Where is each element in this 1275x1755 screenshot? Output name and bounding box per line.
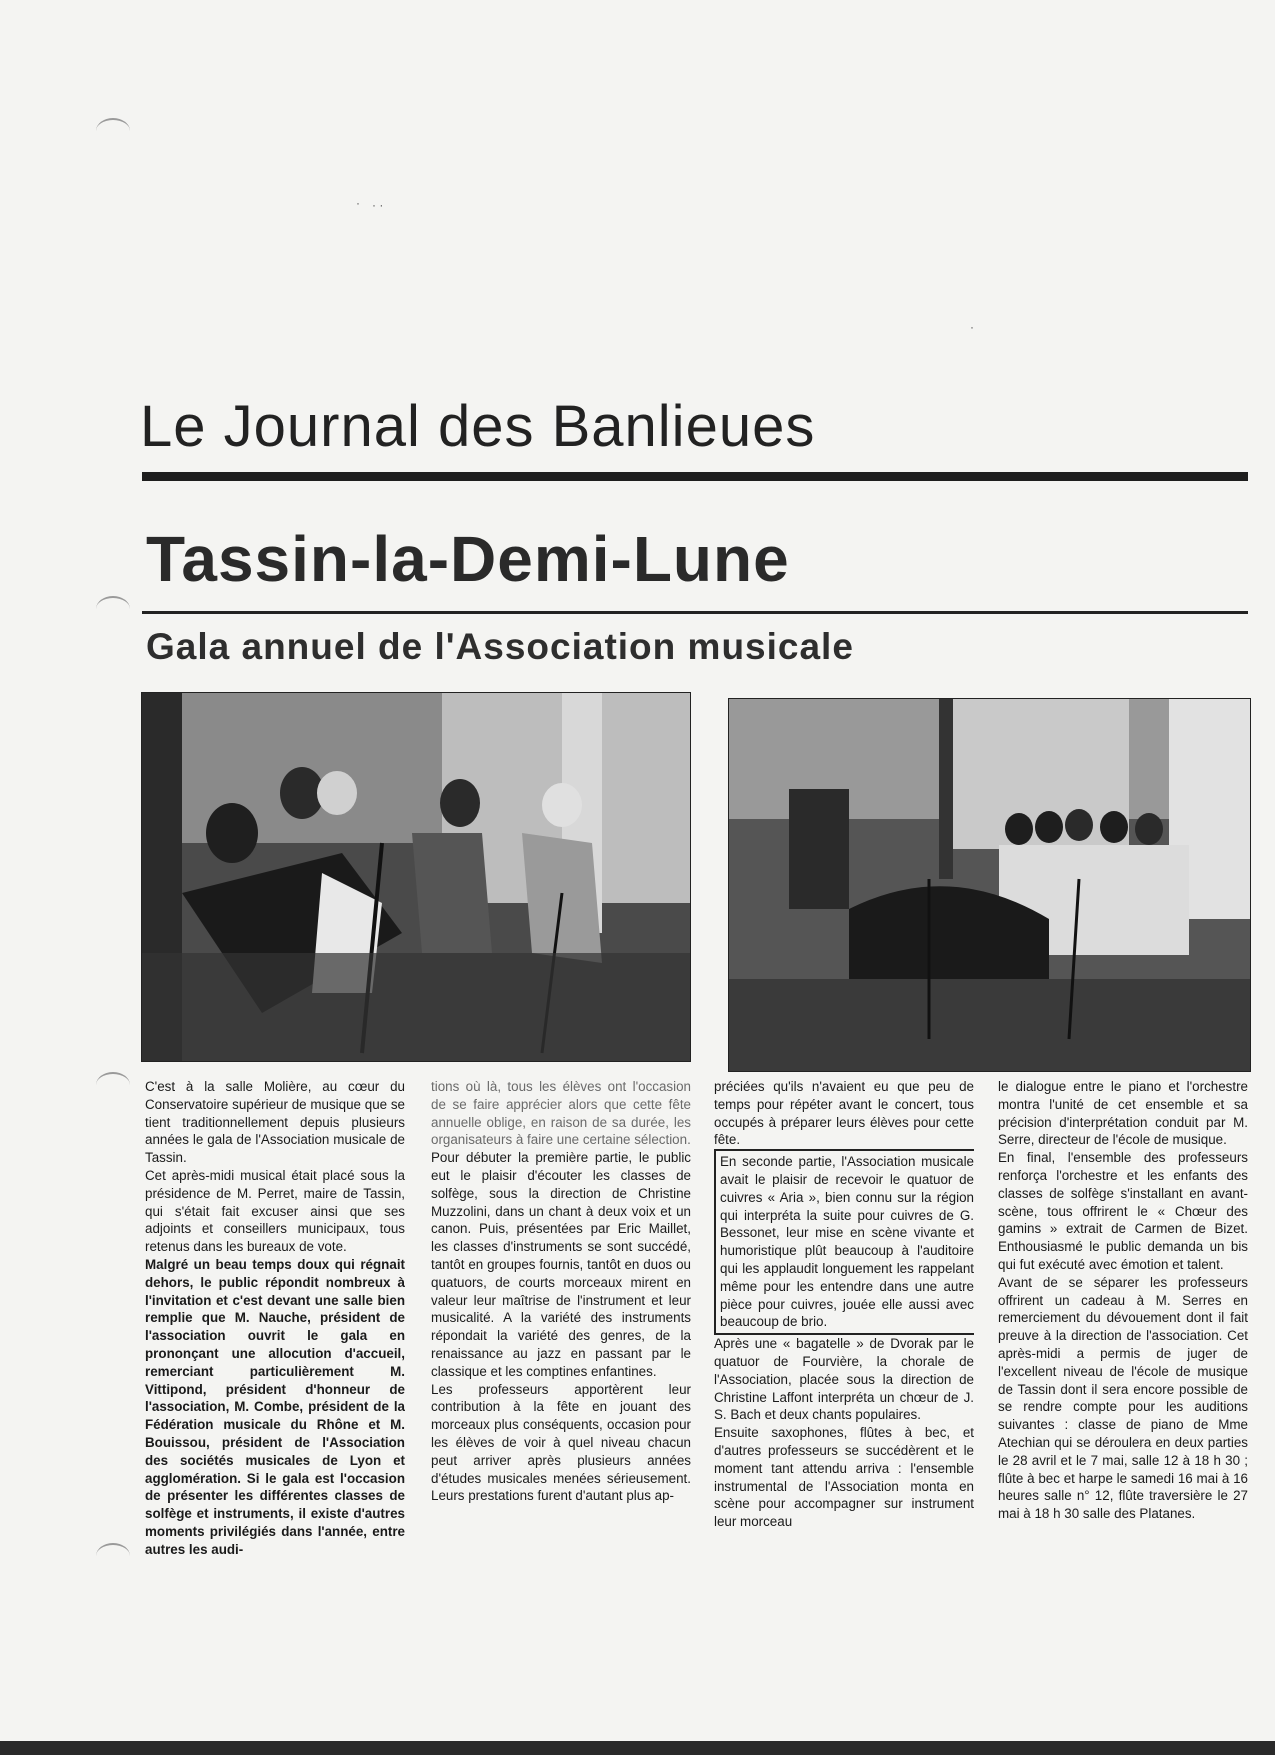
scanner-edge [0,1741,1275,1755]
paragraph: Pour débuter la première partie, le public eut le plaisir d'écouter les classes de solfège, sous la direction de Christine Muzzolini, dans un chant à deux voix et un canon. Puis, présentées par Eric Maillet, les classes d'instruments se sont succédé, tantôt en groupes fournis, tantôt en duos ou quatuors, de courts morceaux mirent en valeur leur maîtrise de l'instrument et leur musicalité. A la variété des instruments répondait la variété des genres, de la renaissance au jazz en passant par le classique et les comptines enfantines. [431,1150,691,1379]
article-column-1 [145,1078,405,1718]
paragraph: En final, l'ensemble des professeurs renforça l'orchestre et les enfants des classes de solfège s'installant en avant-scène, tous offrirent le « Chœur des gamins » extrait de Carmen de Bizet. Enthousiasmé le public demanda un bis qui fut exécuté avec émotion et talent. [998,1150,1248,1272]
masthead: Le Journal des Banlieues [140,394,816,459]
scan-speck: · · [372,198,384,212]
binder-hole [96,1543,130,1569]
paragraph: Avant de se séparer les professeurs offrirent un cadeau à M. Serres en remerciement du dévouement dont il fait preuve à la direction de l'association. Cet après-midi a permis de juger de l'excellent niveau de l'école de musique de Tassin dont il sera encore possible de se rendre compte pour les auditions suivantes : classe de piano de Mme Atechian qui se déroulera en deux parties le 28 avril et le 7 mai, salle 12 à 18 h 30 ; flûte à bec et harpe le samedi 16 mai à 16 heures salle n° 12, flûte traversière le 27 mai à 18 h 30 salle des Platanes. [998,1274,1248,1522]
masthead-rule [142,472,1248,481]
paragraph: Les professeurs apportèrent leur contribution à la fête en jouant des morceaux plus conséquents, occasion pour les élèves de voir à quel niveau chacun peut arriver après plusieurs années d'études musicales menées sérieusement. Leurs prestations furent d'autant plus ap- [431,1381,691,1504]
boxed-paragraph: En seconde partie, l'Association musicale avait le plaisir de recevoir le quatuor de cuivres « Aria », bien connu sur la région qui interpréta la suite pour cuivres de G. Bessonet, leur mise en scène vivante et humoristique plût beaucoup à l'auditoire qui les applaudit longuement les rappelant même pour les entendre dans une autre pièce pour cuivres, jouée elle aussi avec beaucoup de brio. [714,1149,974,1335]
paragraph: Malgré un beau temps doux qui régnait dehors, le public répondit nombreux à l'invitation et c'est devant une salle bien remplie que M. Nauche, président de l'association ouvrit le gala en prononçant une allocution d'accueil, remerciant particulièrement M. Vittipond, président d'honneur de l'association, M. Combe, président de la Fédération musicale du Rhône et M. Bouissou, président de l'Association des sociétés musicales de Lyon et agglomération. Si le gala est l'occasion de présenter les différentes classes de solfège et instruments, il existe d'autres moments privilégiés dans l'année, entre autres les audi- [145,1256,405,1557]
article-column-4 [998,1078,1248,1718]
paragraph: Après une « bagatelle » de Dvorak par le quatuor de Fourvière, la chorale de l'Association, placée sous la direction de Christine Laffont interpréta un chœur de J. S. Bach et deux chants populaires. [714,1336,974,1423]
binder-hole [96,1072,130,1098]
paragraph: C'est à la salle Molière, au cœur du Conservatoire supérieur de musique que se tient traditionnellement depuis plusieurs années le gala de l'Association musicale de Tassin. [145,1079,405,1166]
city-heading: Tassin-la-Demi-Lune [146,523,790,595]
scan-speck: · [356,196,360,210]
paragraph: Ensuite saxophones, flûtes à bec, et d'autres professeurs se succédèrent et le moment tant attendu arriva : l'ensemble instrumental de l'Association monta en scène pour accompagner sur instrument leur morceau [714,1425,974,1530]
paragraph: Cet après-midi musical était placé sous la présidence de M. Perret, maire de Tassin, qui s'était fait excuser ainsi que ses adjoints et conseillers municipaux, tous retenus dans les bureaux de vote. [145,1167,405,1255]
article-headline: Gala annuel de l'Association musicale [146,626,854,667]
paragraph: tions où là, tous les élèves ont l'occasion de se faire apprécier alors que cette fête annuelle oblige, en raison de sa durée, les organisateurs à faire une certaine sélection. [431,1079,691,1148]
article-column-2 [431,1078,691,1718]
photo-choir-and-brass [728,698,1251,1072]
city-rule [142,611,1248,614]
paragraph: le dialogue entre le piano et l'orchestre montra l'unité de cet ensemble et sa précision d'interprétation conduit par M. Serre, directeur de l'école de musique. [998,1079,1248,1148]
scan-speck: · [970,320,974,334]
binder-hole [96,596,130,622]
article-column-3 [714,1078,974,1718]
binder-hole [96,118,130,144]
paragraph: préciées qu'ils n'avaient eu que peu de temps pour répéter avant le concert, tous occupés à préparer leurs élèves pour cette fête. [714,1079,974,1148]
photo-saxophone-players [141,692,691,1062]
